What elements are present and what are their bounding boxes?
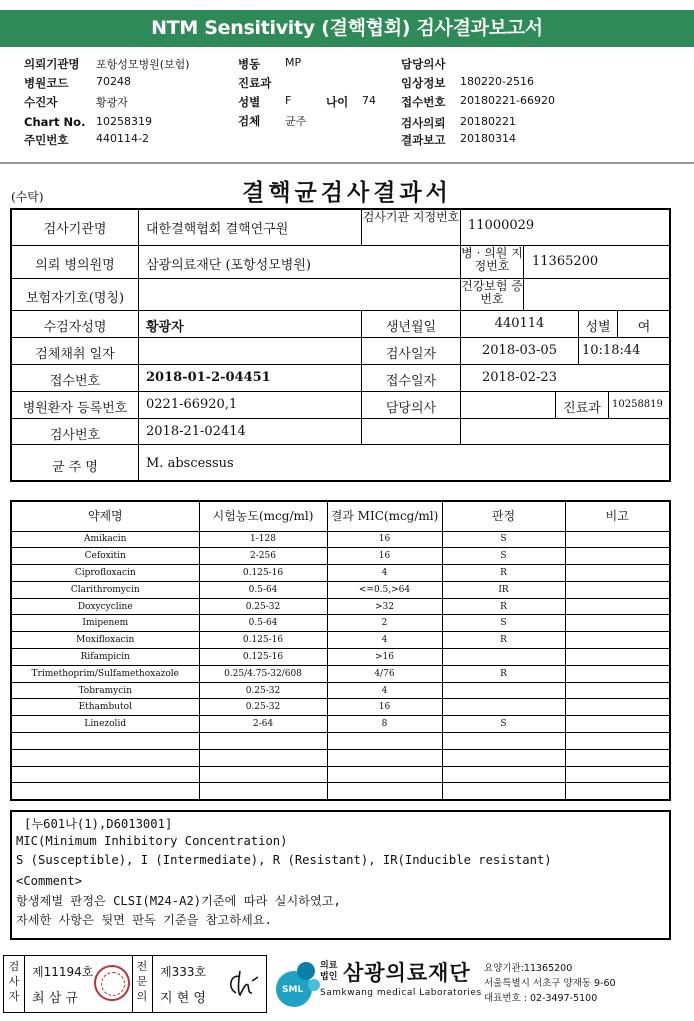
- comment-line-3: <Comment>: [16, 874, 83, 888]
- resident-label: 주민번호: [24, 133, 69, 147]
- header-concentration: 시험농도(mcg/ml): [199, 501, 327, 531]
- report-label: 결과보고: [401, 133, 446, 147]
- concentration-cell: 2-64: [199, 716, 327, 733]
- age-value: 74: [362, 94, 376, 107]
- age-label: 나이: [326, 95, 349, 109]
- request-label: 검사의뢰: [401, 116, 446, 130]
- remark-cell: [565, 531, 670, 548]
- drug-name-cell: [11, 733, 199, 750]
- receipt-value: 20180221-66920: [460, 94, 555, 107]
- lab-value: 대한결핵협회 결핵연구원: [146, 222, 289, 237]
- receipt-date-label: 접수일자: [385, 374, 437, 389]
- form-row-line: [10, 364, 671, 365]
- concentration-cell: [199, 749, 327, 766]
- table-row: [11, 783, 670, 800]
- concentration-cell: [199, 733, 327, 750]
- table-row: [11, 598, 670, 615]
- form-col-line: [608, 391, 609, 419]
- foundation-name: 삼광의료재단: [343, 961, 471, 985]
- judgement-cell: [442, 649, 565, 666]
- report-title: NTM Sensitivity (결핵협회) 검사결과보고서: [0, 10, 694, 47]
- table-row: [11, 531, 670, 548]
- institution-value: 포항성모병원(보험): [96, 58, 190, 71]
- concentration-cell: 2-256: [199, 548, 327, 565]
- drug-name-cell: Amikacin: [11, 531, 199, 548]
- examiner-seal-icon: [94, 965, 130, 1001]
- clinical-label: 임상정보: [401, 76, 446, 90]
- judgement-cell: S: [442, 531, 565, 548]
- ward-value: MP: [285, 56, 302, 69]
- consignment-label: (수탁): [11, 190, 44, 204]
- mic-cell: 4: [327, 682, 442, 699]
- receipt-value: 2018-01-2-04451: [146, 370, 271, 385]
- header-drug: 약제명: [11, 501, 199, 531]
- resident-value: 440114-2: [96, 132, 149, 145]
- mic-cell: 16: [327, 699, 442, 716]
- test-no-label: 검사번호: [49, 428, 101, 443]
- judgement-cell: [442, 749, 565, 766]
- concentration-cell: 0.25/4.75-32/608: [199, 665, 327, 682]
- test-date-label: 검사일자: [385, 347, 437, 362]
- remark-cell: [565, 749, 670, 766]
- examinee-value: 황광자: [96, 96, 128, 109]
- comment-line-5: 자세한 사항은 뒷면 판독 기준을 참고하세요.: [16, 913, 272, 927]
- examinee-label: 수진자: [24, 95, 58, 109]
- specimen-value: 균주: [285, 115, 307, 128]
- ward-label: 병동: [238, 57, 261, 71]
- drug-name-cell: Doxycycline: [11, 598, 199, 615]
- test-date-value: 2018-03-05: [482, 343, 557, 358]
- table-row: [11, 649, 670, 666]
- concentration-cell: 0.25-32: [199, 682, 327, 699]
- lab-id-label: 검사기관 지정번호: [362, 210, 460, 224]
- hosp-id-label: 병 · 의원 지정번호: [461, 246, 523, 273]
- header-judgement: 판정: [442, 501, 565, 531]
- form-row-line: [10, 418, 671, 419]
- remark-cell: [565, 581, 670, 598]
- drug-name-cell: Moxifloxacin: [11, 632, 199, 649]
- foundation-prefix: 의료 법인: [320, 961, 338, 982]
- drug-name-cell: Linezolid: [11, 716, 199, 733]
- table-row: [11, 665, 670, 682]
- remark-cell: [565, 632, 670, 649]
- remark-cell: [565, 783, 670, 800]
- judgement-cell: [442, 783, 565, 800]
- specialist-no: 제333호: [160, 965, 207, 979]
- remark-cell: [565, 615, 670, 632]
- institution-code: 요양기관:11365200: [484, 963, 573, 974]
- comment-line-2: S (Susceptible), I (Intermediate), R (Resistant), IR(Inducible resistant): [16, 853, 552, 867]
- sex-label: 성별: [238, 95, 261, 109]
- examiner-name: 최 삼 규: [32, 991, 78, 1006]
- concentration-cell: [199, 766, 327, 783]
- sig-divider: [24, 955, 25, 1013]
- concentration-cell: [199, 783, 327, 800]
- table-row: [11, 766, 670, 783]
- doctor-label: 담당의사: [401, 57, 446, 71]
- concentration-cell: 0.5-64: [199, 615, 327, 632]
- drug-name-cell: Cefoxitin: [11, 548, 199, 565]
- mic-cell: >32: [327, 598, 442, 615]
- divider: [0, 162, 694, 164]
- drug-name-cell: Trimethoprim/Sulfamethoxazole: [11, 665, 199, 682]
- drug-name-cell: [11, 783, 199, 800]
- signature-icon: [222, 963, 262, 1003]
- receipt-label: 접수번호: [401, 95, 446, 109]
- test-no-value: 2018-21-02414: [146, 424, 246, 439]
- remark-cell: [565, 699, 670, 716]
- doctor-label: 담당의사: [385, 401, 437, 416]
- form-col-line: [138, 208, 139, 482]
- judgement-cell: R: [442, 632, 565, 649]
- concentration-cell: 1-128: [199, 531, 327, 548]
- form-col-line: [460, 208, 461, 246]
- comment-line-4: 항생제별 판정은 CLSI(M24-A2)기준에 따라 실시하였고,: [16, 894, 341, 908]
- mic-cell: 4: [327, 565, 442, 582]
- drug-name-cell: Rifampicin: [11, 649, 199, 666]
- mic-cell: 16: [327, 531, 442, 548]
- birth-label: 생년월일: [385, 320, 437, 335]
- receipt-date-value: 2018-02-23: [482, 370, 557, 385]
- reg-value: 0221-66920,1: [146, 397, 238, 412]
- concentration-cell: 0.25-32: [199, 699, 327, 716]
- reg-label: 병원환자 등록번호: [22, 401, 128, 416]
- document-title: 결핵균검사결과서: [242, 179, 452, 206]
- hospital-code-label: 병원코드: [24, 76, 69, 90]
- phone: 대표번호 : 02-3497-5100: [484, 993, 598, 1004]
- remark-cell: [565, 649, 670, 666]
- dept-value: 10258819: [612, 399, 663, 410]
- chart-label: Chart No.: [24, 115, 86, 129]
- remark-cell: [565, 766, 670, 783]
- mic-cell: <=0.5,>64: [327, 581, 442, 598]
- table-row: [11, 699, 670, 716]
- institution-label: 의뢰기관명: [24, 57, 80, 71]
- remark-cell: [565, 733, 670, 750]
- sig-divider: [152, 955, 153, 1013]
- remark-cell: [565, 682, 670, 699]
- examiner-label: 검사자: [8, 960, 20, 1003]
- logo-text: SML: [282, 985, 304, 995]
- insured-label: 보험자기호(명칭): [25, 291, 125, 306]
- form-row-line: [10, 310, 671, 311]
- concentration-cell: 0.125-16: [199, 649, 327, 666]
- dept-label: 진료과: [563, 401, 601, 416]
- sex-value: F: [285, 94, 292, 107]
- chart-value: 10258319: [96, 115, 152, 128]
- judgement-cell: S: [442, 548, 565, 565]
- table-row: [11, 632, 670, 649]
- footer: [0, 955, 694, 1015]
- mic-cell: [327, 733, 442, 750]
- hosp-label: 의뢰 병의원명: [35, 258, 115, 273]
- insurance-card-label: 건강보험 증 번호: [461, 279, 523, 306]
- header-remark: 비고: [565, 501, 670, 531]
- table-row: [11, 682, 670, 699]
- birth-value: 440114: [494, 316, 545, 331]
- examiner-no: 제11194호: [32, 965, 94, 979]
- receipt-label: 접수번호: [49, 374, 101, 389]
- form-row-line: [10, 391, 671, 392]
- concentration-cell: 0.5-64: [199, 581, 327, 598]
- judgement-cell: [442, 682, 565, 699]
- form-row-line: [10, 278, 671, 279]
- judgement-cell: R: [442, 565, 565, 582]
- concentration-cell: 0.125-16: [199, 632, 327, 649]
- concentration-cell: 0.25-32: [199, 598, 327, 615]
- comment-code: [누601나(1),D6013001]: [24, 817, 173, 831]
- drug-name-cell: Ciprofloxacin: [11, 565, 199, 582]
- table-row: [11, 565, 670, 582]
- drug-name-cell: [11, 766, 199, 783]
- table-row: [11, 749, 670, 766]
- drug-name-cell: Tobramycin: [11, 682, 199, 699]
- report-value: 20180314: [460, 132, 516, 145]
- clinical-value: 180220-2516: [460, 75, 534, 88]
- judgement-cell: [442, 766, 565, 783]
- table-row: [11, 733, 670, 750]
- sig-divider: [132, 955, 133, 1013]
- drug-name-cell: Clarithromycin: [11, 581, 199, 598]
- form-row-line: [10, 245, 671, 246]
- remark-cell: [565, 665, 670, 682]
- table-row: [11, 716, 670, 733]
- judgement-cell: R: [442, 665, 565, 682]
- mic-cell: >16: [327, 649, 442, 666]
- address: 서울특별시 서초구 양재동 9-60: [484, 978, 616, 989]
- mic-cell: 4: [327, 632, 442, 649]
- table-row: [11, 548, 670, 565]
- hospital-code-value: 70248: [96, 75, 131, 88]
- lab-label: 검사기관명: [43, 222, 107, 237]
- mic-cell: 8: [327, 716, 442, 733]
- hosp-id-value: 11365200: [532, 254, 599, 269]
- strain-label: 균 주 명: [52, 460, 98, 475]
- mic-cell: 4/76: [327, 665, 442, 682]
- table-row: [11, 615, 670, 632]
- drug-name-cell: Ethambutol: [11, 699, 199, 716]
- patient-info: [0, 54, 694, 154]
- mic-cell: [327, 766, 442, 783]
- form-col-line: [523, 245, 524, 311]
- sml-logo-icon: [272, 957, 324, 1011]
- drug-sensitivity-table: [10, 500, 671, 801]
- specialist-name: 지 현 영: [160, 991, 206, 1006]
- strain-value: M. abscessus: [146, 456, 234, 471]
- judgement-cell: S: [442, 615, 565, 632]
- request-value: 20180221: [460, 115, 516, 128]
- header-mic: 결과 MIC(mcg/ml): [327, 501, 442, 531]
- mic-cell: 2: [327, 615, 442, 632]
- test-time-value: 10:18:44: [582, 343, 641, 358]
- form-row-line: [10, 444, 671, 445]
- judgement-cell: [442, 699, 565, 716]
- mic-cell: [327, 783, 442, 800]
- form-row-line: [10, 337, 671, 338]
- foundation-english: Samkwang medical Laboratories: [320, 988, 482, 998]
- specimen-label: 검체: [238, 114, 261, 128]
- form-col-line: [578, 337, 579, 365]
- remark-cell: [565, 716, 670, 733]
- comment-box: [10, 810, 671, 940]
- judgement-cell: R: [442, 598, 565, 615]
- hosp-value: 삼광의료재단 (포항성모병원): [146, 258, 311, 273]
- specialist-label: 전문의: [136, 960, 148, 1003]
- drug-rows: [11, 531, 670, 800]
- remark-cell: [565, 598, 670, 615]
- mic-cell: 16: [327, 548, 442, 565]
- lab-id-value: 11000029: [468, 218, 535, 233]
- remark-cell: [565, 565, 670, 582]
- sex-label: 성별: [585, 320, 611, 335]
- judgement-cell: S: [442, 716, 565, 733]
- judgement-cell: [442, 733, 565, 750]
- table-header-row: [11, 501, 670, 531]
- dept-label: 진료과: [238, 76, 272, 90]
- drug-name-cell: Imipenem: [11, 615, 199, 632]
- table-row: [11, 581, 670, 598]
- drug-name-cell: [11, 749, 199, 766]
- judgement-cell: IR: [442, 581, 565, 598]
- collect-label: 검체채취 일자: [35, 347, 115, 362]
- remark-cell: [565, 548, 670, 565]
- mic-cell: [327, 749, 442, 766]
- comment-line-1: MIC(Minimum Inhibitory Concentration): [16, 834, 288, 848]
- concentration-cell: 0.125-16: [199, 565, 327, 582]
- sex-value: 여: [637, 320, 651, 335]
- patient-label: 수검자성명: [43, 320, 107, 335]
- patient-value: 황광자: [146, 320, 184, 335]
